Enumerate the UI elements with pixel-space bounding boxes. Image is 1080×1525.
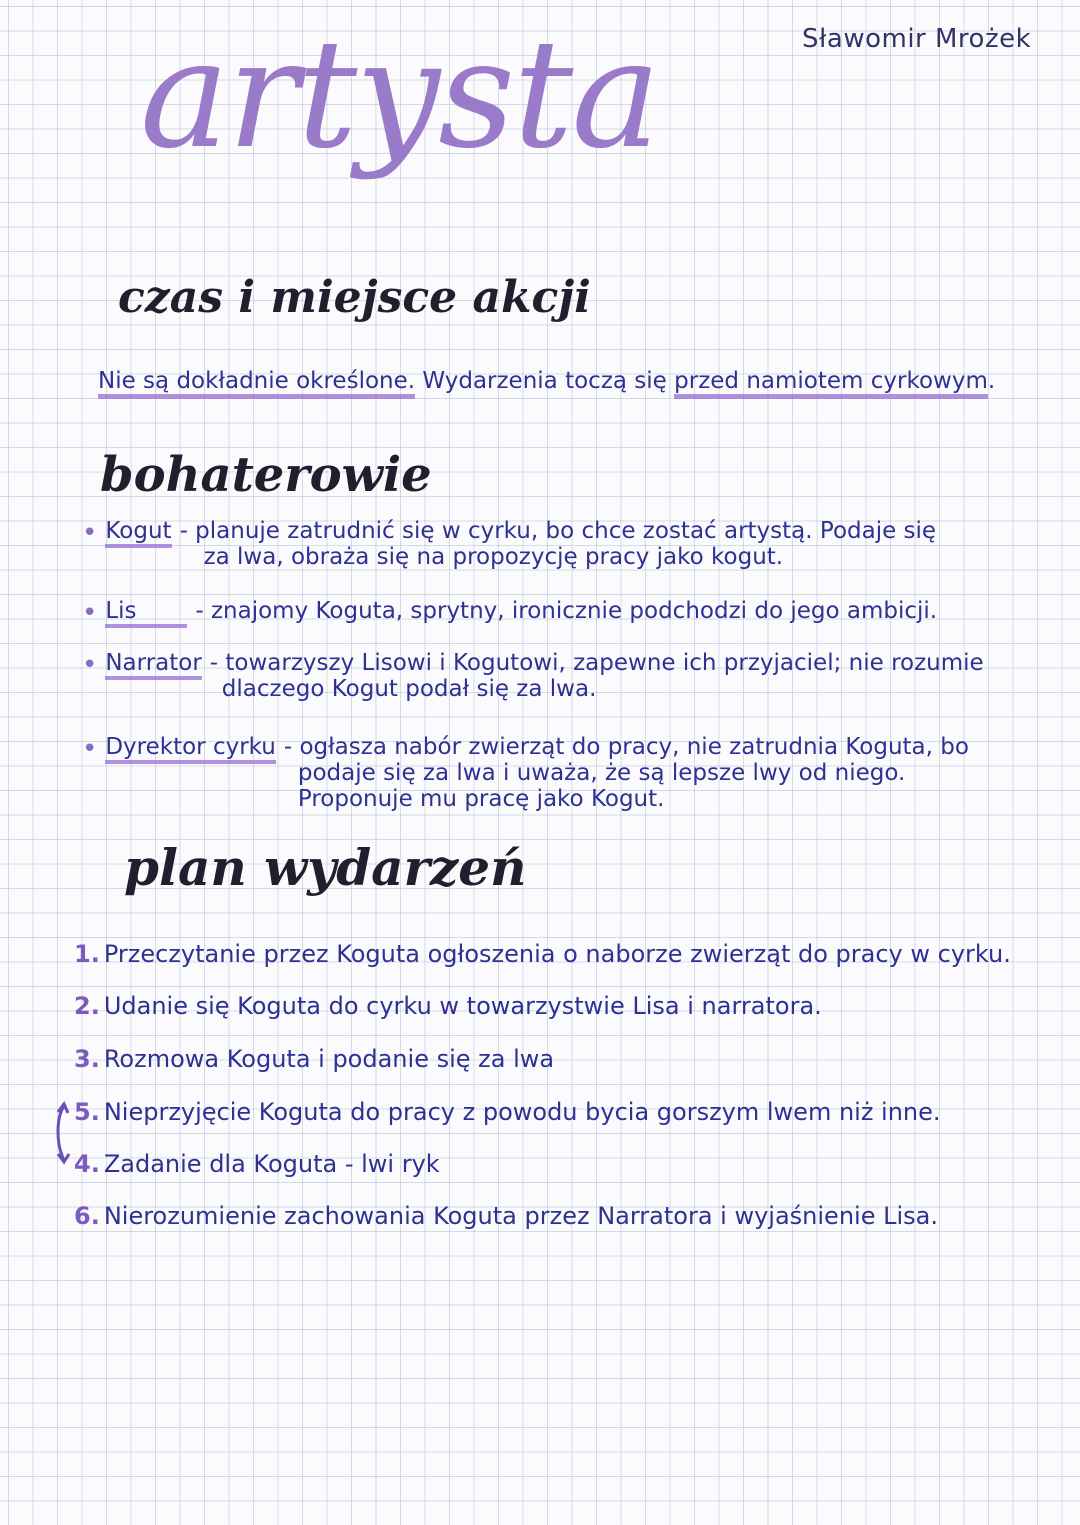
period: . (987, 368, 996, 394)
events-text: Wydarzenia toczą się (415, 368, 675, 394)
plan-item-number: 1. (74, 940, 100, 968)
plan-item-text: Rozmowa Koguta i podanie się za lwa (103, 1045, 555, 1073)
section-heading-plan: plan wydarzeń (124, 838, 527, 897)
plan-item-text: Nieprzyjęcie Koguta do pracy z powodu bycia gorszym lwem niż inne. (103, 1098, 941, 1126)
character-name: Lis (105, 598, 187, 628)
character-desc-line: - planuje zatrudnić się w cyrku, bo chce zostać artystą. Podaje się (179, 518, 937, 544)
bullet-icon: • (82, 598, 98, 628)
plan-item-text: Udanie się Koguta do cyrku w towarzystwie Lisa i narratora. (103, 992, 822, 1020)
plan-item (74, 1045, 554, 1073)
section-heading-characters: bohaterowie (100, 447, 432, 503)
character-director (82, 734, 1052, 812)
section-heading-time-place: czas i miejsce akcji (118, 272, 591, 323)
plan-item-number: 5. (74, 1098, 100, 1126)
plan-item (74, 940, 1011, 968)
character-narrator (82, 650, 1042, 702)
bullet-icon: • (82, 518, 98, 548)
character-desc-line: Proponuje mu pracę jako Kogut. (297, 786, 665, 812)
plan-item (74, 992, 822, 1020)
plan-item-number: 6. (74, 1202, 100, 1230)
plan-item-number: 3. (74, 1045, 100, 1073)
character-kogut (82, 518, 1042, 570)
character-name: Narrator (105, 650, 201, 680)
character-desc-line: dlaczego Kogut podał się za lwa. (221, 676, 597, 702)
character-name: Dyrektor cyrku (105, 734, 276, 764)
plan-item (74, 1202, 938, 1230)
highlight-not-specified: Nie są dokładnie określone. (98, 368, 415, 399)
bullet-icon: • (82, 734, 98, 764)
plan-item-number: 4. (74, 1150, 100, 1178)
highlight-circus-tent: przed namiotem cyrkowym (674, 368, 988, 399)
page-title: artysta (140, 8, 659, 182)
plan-item (74, 1098, 941, 1126)
character-desc-line: - ogłasza nabór zwierząt do pracy, nie zatrudnia Koguta, bo (283, 734, 969, 760)
plan-item (74, 1150, 440, 1178)
character-desc-line: - znajomy Koguta, sprytny, ironicznie podchodzi do jego ambicji. (195, 598, 938, 624)
author-name: Sławomir Mrożek (802, 24, 1032, 54)
character-desc-line: za lwa, obraża się na propozycję pracy jako kogut. (203, 544, 784, 570)
character-lis (82, 598, 1042, 628)
time-place-text (98, 368, 995, 394)
character-name: Kogut (105, 518, 171, 548)
bullet-icon: • (82, 650, 98, 680)
plan-item-number: 2. (74, 992, 100, 1020)
plan-item-text: Nierozumienie zachowania Koguta przez Narratora i wyjaśnienie Lisa. (103, 1202, 938, 1230)
swap-arrow-icon (50, 1100, 74, 1168)
character-desc-line: podaje się za lwa i uważa, że są lepsze lwy od niego. (297, 760, 906, 786)
plan-item-text: Przeczytanie przez Koguta ogłoszenia o naborze zwierząt do pracy w cyrku. (103, 940, 1011, 968)
character-desc-line: - towarzyszy Lisowi i Kogutowi, zapewne ich przyjaciel; nie rozumie (209, 650, 984, 676)
plan-item-text: Zadanie dla Koguta - lwi ryk (103, 1150, 440, 1178)
